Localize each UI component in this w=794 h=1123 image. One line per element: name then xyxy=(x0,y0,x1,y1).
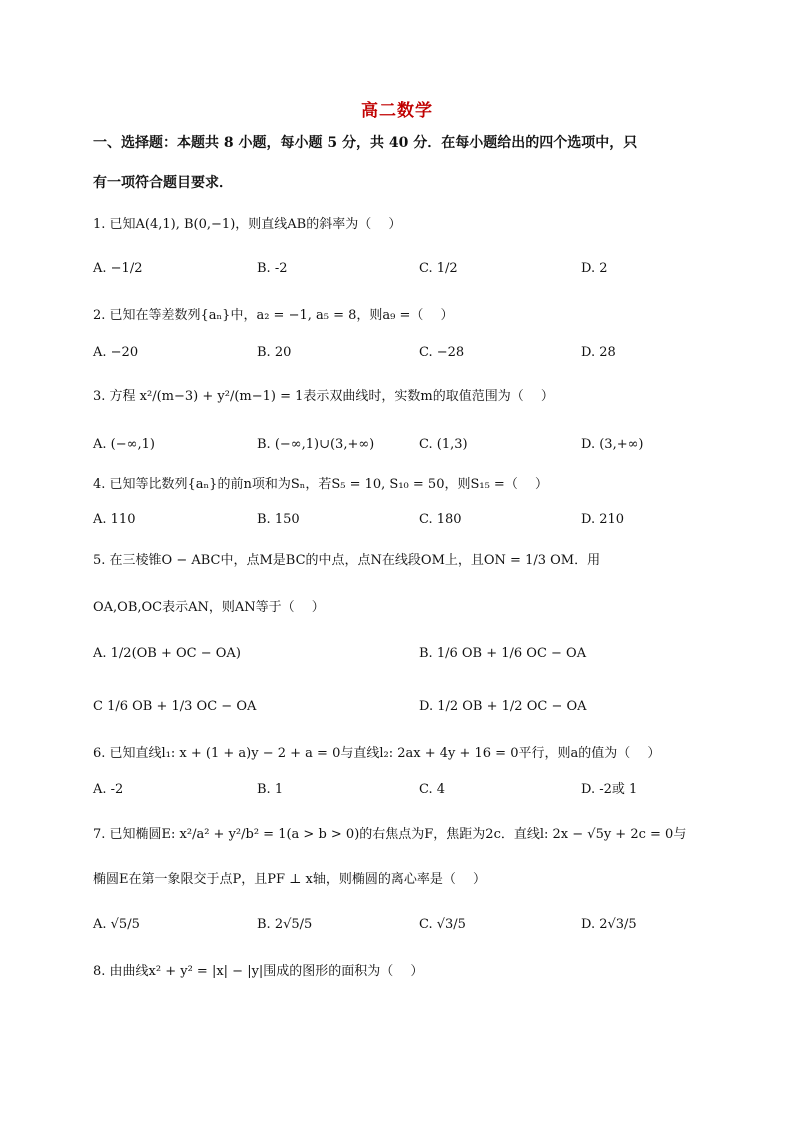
question-6-option-c: C. 4 xyxy=(419,782,446,797)
question-2-option-d: D. 28 xyxy=(581,345,616,360)
question-1-option-c: C. 1/2 xyxy=(419,261,458,276)
question-3-option-a: A. (−∞,1) xyxy=(93,437,155,452)
question-2-option-c: C. −28 xyxy=(419,345,465,360)
question-4-option-c: C. 180 xyxy=(419,512,462,527)
section-heading-line2: 有一项符合题目要求． xyxy=(93,175,233,191)
section-heading-line1: 一、选择题：本题共 8 小题，每小题 5 分，共 40 分．在每小题给出的四个选项中，只 xyxy=(93,135,638,151)
question-7-option-b: B. 2√5/5 xyxy=(257,917,313,932)
question-1-option-b: B. -2 xyxy=(257,261,288,276)
question-1-option-a: A. −1/2 xyxy=(93,261,143,276)
question-4-stem: 4. 已知等比数列{aₙ}的前n项和为Sₙ，若S₅ = 10, S₁₀ = 50，则S₁₅ =（ ） xyxy=(93,477,548,492)
question-4-option-b: B. 150 xyxy=(257,512,300,527)
question-4-option-a: A. 110 xyxy=(93,512,136,527)
question-8-stem: 8. 由曲线x² + y² = |x| − |y|围成的图形的面积为（ ） xyxy=(93,964,424,979)
question-5-stem: 5. 在三棱锥O − ABC中，点M是BC的中点，点N在线段OM上，且ON = 1/3 OM．用 xyxy=(93,553,601,568)
question-2-option-b: B. 20 xyxy=(257,345,292,360)
question-3-option-d: D. (3,+∞) xyxy=(581,437,644,452)
question-2-stem: 2. 已知在等差数列{aₙ}中，a₂ = −1, a₅ = 8，则a₉ =（ ） xyxy=(93,308,454,323)
question-3-option-c: C. (1,3) xyxy=(419,437,468,452)
question-7-stem: 7. 已知椭圆E: x²/a² + y²/b² = 1(a > b > 0)的右焦点为F，焦距为2c．直线l: 2x − √5y + 2c = 0与 xyxy=(93,827,687,842)
page-title: 高二数学 xyxy=(361,101,433,121)
question-5-option-b: B. 1/6 OB + 1/6 OC − OA xyxy=(419,646,587,661)
question-1-text: 1. 已知A(4,1), B(0,−1)，则直线AB的斜率为（ ） xyxy=(93,217,402,232)
question-1-option-d: D. 2 xyxy=(581,261,608,276)
question-5-stem-line2: OA,OB,OC表示AN，则AN等于（ ） xyxy=(93,600,325,615)
question-2-option-a: A. −20 xyxy=(93,345,139,360)
question-1-stem xyxy=(93,218,713,231)
question-5-option-d: D. 1/2 OB + 1/2 OC − OA xyxy=(419,699,587,714)
question-6-stem: 6. 已知直线l₁: x + (1 + a)y − 2 + a = 0与直线l₂: 2ax + 4y + 16 = 0平行，则a的值为（ ） xyxy=(93,746,661,761)
question-6-option-b: B. 1 xyxy=(257,782,284,797)
question-5-option-c: C 1/6 OB + 1/3 OC − OA xyxy=(93,699,257,714)
question-7-option-a: A. √5/5 xyxy=(93,917,140,932)
question-7-option-d: D. 2√3/5 xyxy=(581,917,637,932)
question-4-option-d: D. 210 xyxy=(581,512,625,527)
question-6-option-a: A. -2 xyxy=(93,782,124,797)
question-7-stem-line2: 椭圆E在第一象限交于点P，且PF ⊥ x轴，则椭圆的离心率是（ ） xyxy=(93,872,486,887)
question-3-option-b: B. (−∞,1)∪(3,+∞) xyxy=(257,437,375,452)
question-5-option-a: A. 1/2(OB + OC − OA) xyxy=(93,646,241,661)
question-6-option-d: D. -2或 1 xyxy=(581,782,638,797)
question-3-stem: 3. 方程 x²/(m−3) + y²/(m−1) = 1表示双曲线时，实数m的取值范围为（ ） xyxy=(93,389,554,404)
question-7-option-c: C. √3/5 xyxy=(419,917,466,932)
